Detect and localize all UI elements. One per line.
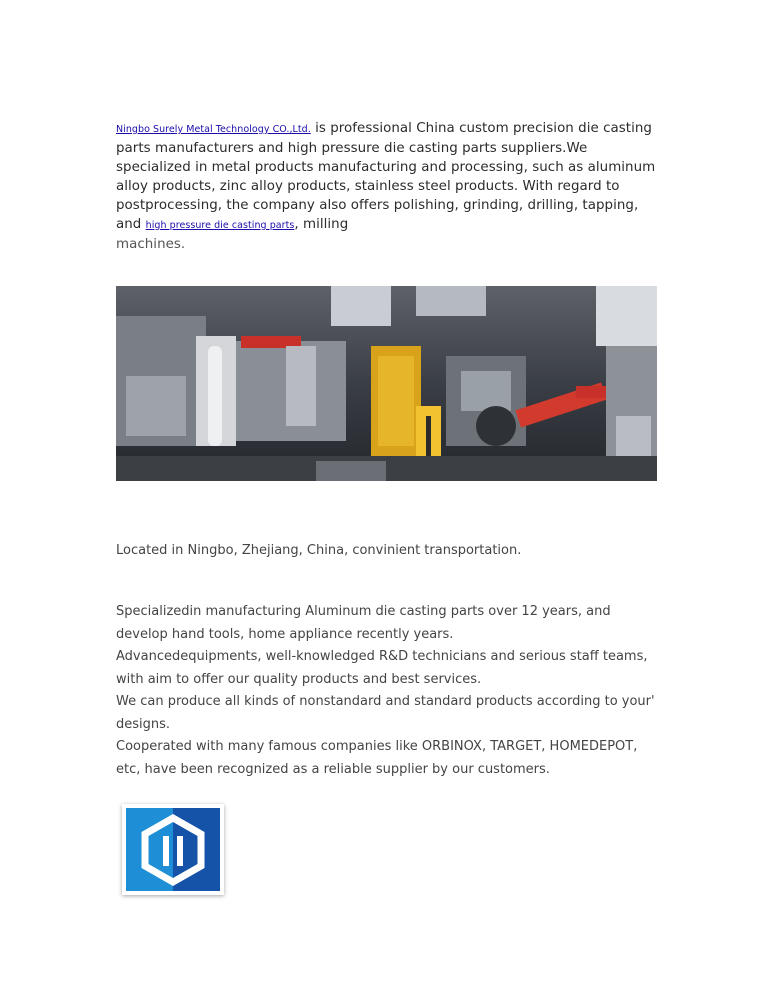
paragraph-3: We can produce all kinds of nonstandard and standard products according to your' designs. <box>116 694 655 732</box>
intro-text-3: machines. <box>116 237 186 252</box>
location-text: Located in Ningbo, Zhejiang, China, convinient transportation. <box>116 543 522 558</box>
intro-text-1: is professional China custom precision die casting parts manufacturers and high pressure die casting parts suppliers.We specialized in metal products manufacturing and processing, such as aluminum alloy products, zinc alloy products, stainless steel products. With regard to postprocessing, the company also offers polishing, grinding, drilling, tapping, and <box>116 121 656 232</box>
product-link[interactable]: high pressure die casting parts <box>145 220 295 231</box>
factory-photo <box>116 286 657 481</box>
paragraph-1: Specializedin manufacturing Aluminum die casting parts over 12 years, and develop hand tools, home appliance recently years. <box>116 604 611 642</box>
intro-text-2: , milling <box>294 217 349 232</box>
company-link[interactable]: Ningbo Surely Metal Technology CO.,Ltd. <box>116 124 311 135</box>
company-logo <box>122 804 224 895</box>
paragraph-4: Cooperated with many famous companies like ORBINOX, TARGET, HOMEDEPOT, etc, have been recognized as a reliable supplier by our customers. <box>116 739 638 777</box>
paragraph-2: Advancedequipments, well-knowledged R&D technicians and serious staff teams, with aim to offer our quality products and best services. <box>116 649 648 687</box>
company-description <box>116 601 656 781</box>
intro-paragraph <box>116 119 656 254</box>
logo-mark-icon <box>122 804 224 895</box>
